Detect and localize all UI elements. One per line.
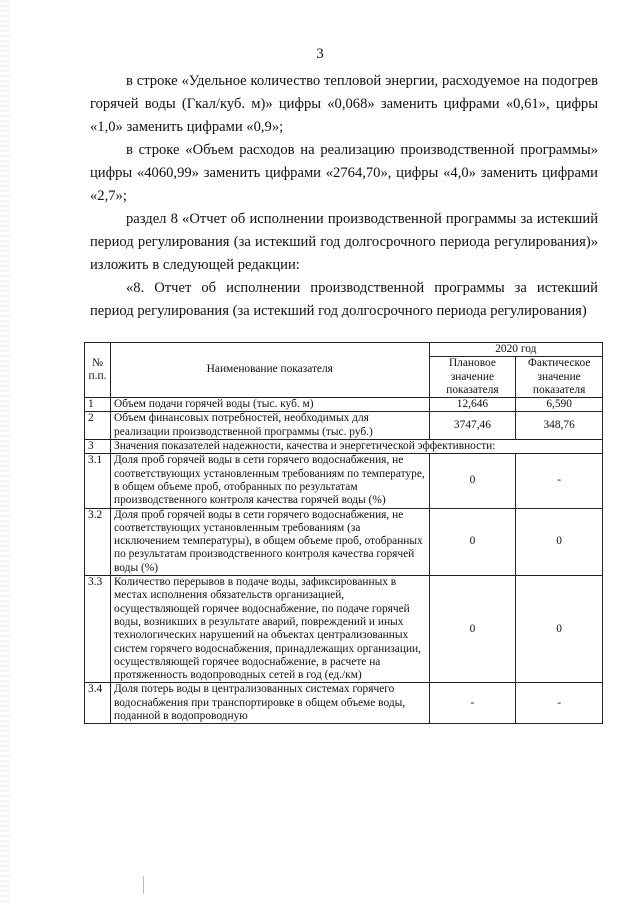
row-fact: 0 [516, 508, 603, 575]
row-plan: 0 [429, 454, 516, 508]
row-num: 2 [85, 412, 111, 440]
row-fact: 0 [516, 576, 603, 683]
table-header-row-1 [85, 343, 603, 357]
paragraph-1: в строке «Удельное количество тепловой энергии, расходуемое на подогрев горячей воды (Гкал/куб. м)» цифры «0,068» заменить цифрами «0,61», цифры «1,0» заменить цифрами «0,9»; [90, 73, 598, 135]
row-num: 3.4 [85, 683, 111, 724]
table-row [85, 440, 603, 454]
scan-mark [143, 876, 144, 894]
table-row [85, 454, 603, 508]
header-name: Наименование показателя [111, 343, 430, 398]
document-body [90, 70, 598, 323]
row-plan: - [429, 683, 516, 724]
row-plan: 0 [429, 508, 516, 575]
row-fact: - [516, 683, 603, 724]
paragraph-2: в строке «Объем расходов на реализацию производственной программы» цифры «4060,99» заменить цифрами «2764,70», цифры «4,0» заменить цифрами «2,7»; [90, 142, 598, 204]
scan-edge [0, 0, 10, 905]
row-num: 3.3 [85, 576, 111, 683]
row-name: Объем финансовых потребностей, необходимых для реализации производственной программы (тыс. руб.) [111, 412, 430, 440]
row-name: Значения показателей надежности, качества и энергетической эффективности: [111, 440, 603, 454]
row-fact: 6,590 [516, 398, 603, 412]
header-num: № п.п. [85, 343, 111, 398]
row-name: Объем подачи горячей воды (тыс. куб. м) [111, 398, 430, 412]
row-num: 3 [85, 440, 111, 454]
row-name: Доля потерь воды в централизованных системах горячего водоснабжения при транспортировке в общем объеме воды, поданной в водопроводную [111, 683, 430, 724]
report-table [84, 342, 603, 724]
table-row [85, 508, 603, 575]
row-num: 3.1 [85, 454, 111, 508]
header-year: 2020 год [429, 343, 602, 357]
row-fact: - [516, 454, 603, 508]
row-fact: 348,76 [516, 412, 603, 440]
row-plan: 0 [429, 576, 516, 683]
table-row [85, 412, 603, 440]
table-row [85, 398, 603, 412]
table-row [85, 683, 603, 724]
paragraph-3: раздел 8 «Отчет об исполнении производственной программы за истекший период регулирования (за истекший год долгосрочного периода регулирования)» изложить в следующей редакции: [90, 211, 598, 273]
row-num: 1 [85, 398, 111, 412]
row-name: Доля проб горячей воды в сети горячего водоснабжения, не соответствующих установленным требованиям по температуре, в общем объеме проб, отобранных по результатам производственного контроля качества горячей воды (%) [111, 454, 430, 508]
row-plan: 3747,46 [429, 412, 516, 440]
header-fact: Фактическое значение показателя [516, 357, 603, 398]
row-name: Количество перерывов в подаче воды, зафиксированных в местах исполнения обязательств организацией, осуществляющей горячее водоснабжение, по подаче горячей воды, возникших в результате аварий, повреждений и иных технологических нарушений на объектах централизованных систем горячего водоснабжения, принадлежащих организации, осуществляющей горячее водоснабжение, в расчете на протяженность водопроводных сетей в год (ед./км) [111, 576, 430, 683]
row-name: Доля проб горячей воды в сети горячего водоснабжения, не соответствующих установленным требованиям (за исключением температуры), в общем объеме проб, отобранных по результатам производственного контроля качества горячей воды (%) [111, 508, 430, 575]
table-row [85, 576, 603, 683]
header-plan: Плановое значение показателя [429, 357, 516, 398]
row-plan: 12,646 [429, 398, 516, 412]
page-number: 3 [316, 46, 324, 62]
paragraph-4: «8. Отчет об исполнении производственной программы за истекший период регулирования (за истекший год долгосрочного периода регулирования) [90, 280, 598, 319]
row-num: 3.2 [85, 508, 111, 575]
